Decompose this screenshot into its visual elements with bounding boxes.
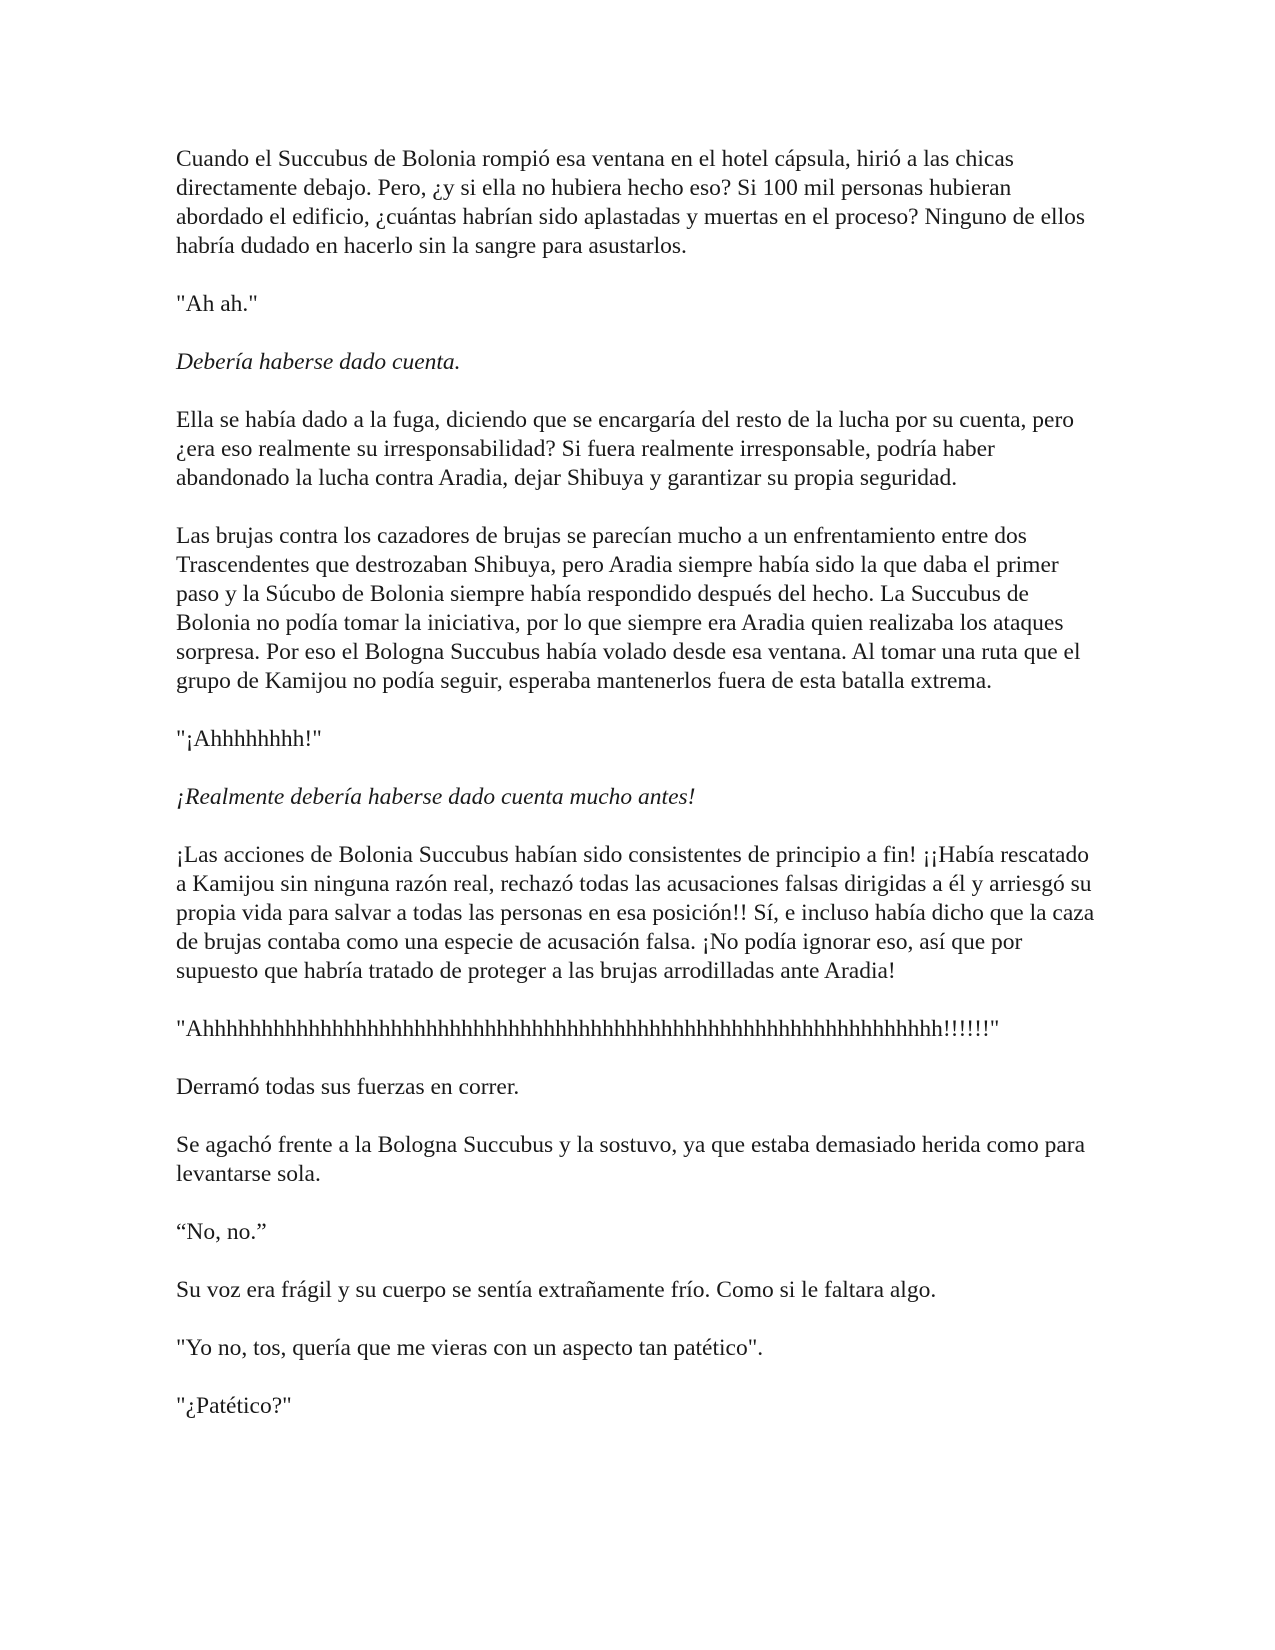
paragraph-9-dialogue: "Ahhhhhhhhhhhhhhhhhhhhhhhhhhhhhhhhhhhhhhhhhhhhhhhhhhhhhhhhhhhhhhh!!!!!!": [176, 1016, 1000, 1042]
paragraph-6-dialogue: "¡Ahhhhhhhh!": [176, 726, 322, 752]
paragraph-2-dialogue: "Ah ah.": [176, 291, 258, 317]
document-page: [176, 145, 1096, 1450]
paragraph-7-thought: ¡Realmente debería haberse dado cuenta mucho antes!: [176, 784, 696, 810]
paragraph-10: Derramó todas sus fuerzas en correr.: [176, 1074, 520, 1100]
paragraph-14-dialogue: "Yo no, tos, quería que me vieras con un aspecto tan patético".: [176, 1335, 764, 1361]
paragraph-4: Ella se había dado a la fuga, diciendo que se encargaría del resto de la lucha por su cuenta, pero ¿era eso realmente su irresponsabilidad? Si fuera realmente irresponsable, podría haber abandonado la lucha contra Aradia, dejar Shibuya y garantizar su propia seguridad.: [176, 407, 1075, 491]
paragraph-5: Las brujas contra los cazadores de brujas se parecían mucho a un enfrentamiento entre dos Trascendentes que destrozaban Shibuya, pero Aradia siempre había sido la que daba el primer paso y la Súcubo de Bolonia siempre había respondido después del hecho. La Succubus de Bolonia no podía tomar la iniciativa, por lo que siempre era Aradia quien realizaba los ataques sorpresa. Por eso el Bologna Succubus había volado desde esa ventana. Al tomar una ruta que el grupo de Kamijou no podía seguir, esperaba mantenerlos fuera de esta batalla extrema.: [176, 523, 1081, 694]
paragraph-12-dialogue: “No, no.”: [176, 1219, 267, 1245]
paragraph-11: Se agachó frente a la Bologna Succubus y la sostuvo, ya que estaba demasiado herida como para levantarse sola.: [176, 1132, 1086, 1187]
paragraph-1: Cuando el Succubus de Bolonia rompió esa ventana en el hotel cápsula, hirió a las chicas directamente debajo. Pero, ¿y si ella no hubiera hecho eso? Si 100 mil personas hubieran abordado el edificio, ¿cuántas habrían sido aplastadas y muertas en el proceso? Ninguno de ellos habría dudado en hacerlo sin la sangre para asustarlos.: [176, 146, 1086, 259]
paragraph-3-thought: Debería haberse dado cuenta.: [176, 349, 461, 375]
paragraph-15-dialogue: "¿Patético?": [176, 1393, 292, 1419]
paragraph-8: ¡Las acciones de Bolonia Succubus habían sido consistentes de principio a fin! ¡¡Había rescatado a Kamijou sin ninguna razón real, rechazó todas las acusaciones falsas dirigidas a él y arriesgó su propia vida para salvar a todas las personas en esa posición!! Sí, e incluso había dicho que la caza de brujas contaba como una especie de acusación falsa. ¡No podía ignorar eso, así que por supuesto que habría tratado de proteger a las brujas arrodilladas ante Aradia!: [176, 842, 1095, 984]
paragraph-13: Su voz era frágil y su cuerpo se sentía extrañamente frío. Como si le faltara algo.: [176, 1277, 937, 1303]
